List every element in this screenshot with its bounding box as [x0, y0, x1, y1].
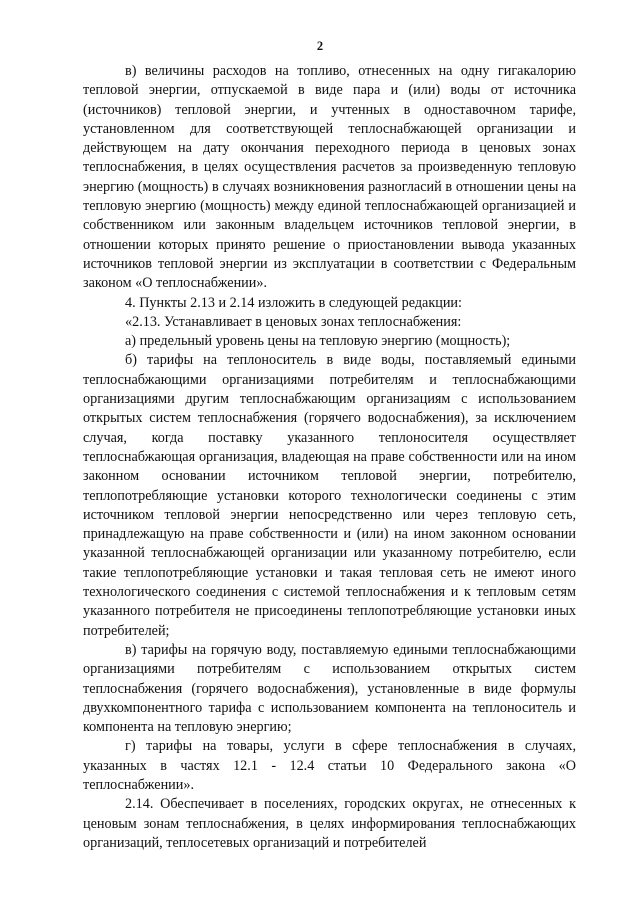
paragraph-item-g-service-tariffs: г) тарифы на товары, услуги в сфере теплоснабжения в случаях, указанных в частях 12.1 - 12.4 статьи 10 Федерального закона «О теплоснабжении».	[83, 738, 576, 793]
paragraph-item-v-hot-water-tariffs: в) тарифы на горячую воду, поставляемую едиными теплоснабжающими организациями потребителям с использованием открытых систем теплоснабжения (горячего водоснабжения), установленные в виде формулы двухкомпонентного тарифа с использованием компонента на теплоноситель и компонента на тепловую энергию;	[83, 641, 576, 736]
page-number: 2	[316, 39, 324, 53]
document-body	[83, 62, 576, 853]
paragraph-clause-2-13-heading: «2.13. Устанавливает в ценовых зонах теплоснабжения:	[125, 313, 462, 330]
paragraph-item-4-amendment: 4. Пункты 2.13 и 2.14 изложить в следующей редакции:	[125, 294, 462, 311]
paragraph-item-b-coolant-tariffs: б) тарифы на теплоноситель в виде воды, поставляемый едиными теплоснабжающими организациями потребителям и теплоснабжающими организациями другим теплоснабжающим организациям с использованием открытых систем теплоснабжения (горячего водоснабжения), за исключением случая, когда поставку указанного теплоносителя осуществляет теплоснабжающая организация, владеющая на праве собственности или на ином законном основании источником тепловой энергии, потребителю, теплопотребляющие установки которого технологически соединены с этим источником тепловой энергии непосредственно или через тепловую сеть, принадлежащую на праве собственности и (или) на ином законном основании указанной теплоснабжающей организации или указанному потребителю, если такие теплопотребляющие установки и такая тепловая сеть не имеют иного технологического соединения с системой теплоснабжения и к тепловым сетям указанного потребителя не присоединены теплопотребляющие установки иных потребителей;	[83, 352, 576, 639]
paragraph-item-v-fuel-costs: в) величины расходов на топливо, отнесенных на одну гигакалорию тепловой энергии, отпускаемой в виде пара и (или) воды от источника (источников) тепловой энергии, и учтенных в одноставочном тарифе, установленном для соответствующей теплоснабжающей организации и действующем на дату окончания переходного периода в ценовых зонах теплоснабжения, в целях осуществления расчетов за произведенную тепловую энергию (мощность) в случаях возникновения разногласий в отношении цены на тепловую энергию (мощность) между единой теплоснабжающей организацией и собственником или законным владельцем источников тепловой энергии, в отношении которых принято решение о приостановлении вывода указанных источников тепловой энергии из эксплуатации в соответствии с Федеральным законом «О теплоснабжении».	[83, 63, 576, 292]
paragraph-item-a-price-cap: а) предельный уровень цены на тепловую энергию (мощность);	[125, 333, 511, 350]
paragraph-clause-2-14: 2.14. Обеспечивает в поселениях, городских округах, не отнесенных к ценовым зонам теплоснабжения, в целях информирования теплоснабжающих организаций, теплосетевых организаций и потребителей	[83, 796, 576, 851]
